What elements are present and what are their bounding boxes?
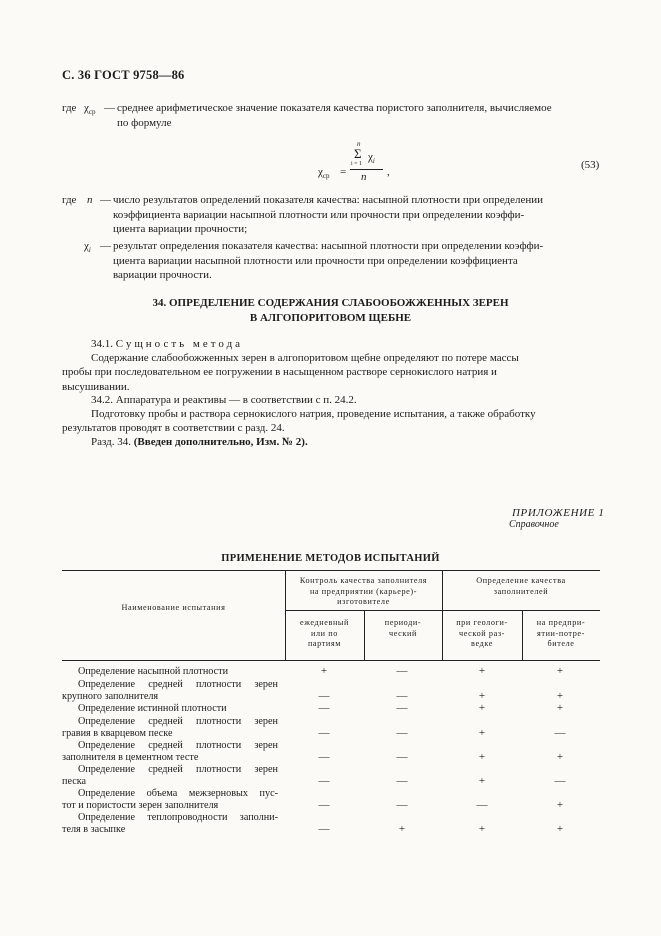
applicability-mark: — [396, 702, 408, 714]
chi-sr-definition: среднее арифметическое значение показателя качества пористого заполнителя, вычисляемое по формуле [117, 102, 552, 129]
applicability-mark: + [478, 775, 486, 787]
formula-number: (53) [581, 159, 600, 171]
applicability-mark: + [478, 690, 486, 702]
para-34-2: 34.2. Аппаратура и реактивы — в соответствии с п. 24.2. [91, 394, 357, 406]
n-definition: число результатов определений показателя качества: насыпной плотности при определении коэффициента вариации насыпной плотности или прочности при определении коэффи- циента вариации прочности; [113, 194, 544, 235]
applicability-mark: — [318, 775, 330, 787]
para-preparation-first: Подготовку пробы и раствора сернокислого натрия, проведение испытания, а также обработку [91, 408, 536, 420]
applicability-mark: — [396, 727, 408, 739]
test-name-continued: заполнителя в цементном тесте [62, 752, 199, 763]
para-preparation-rest: результатов проводят в соответствии с разд. 24. [62, 422, 285, 434]
amendment-note: Разд. 34. (Введен дополнительно, Изм. № 2). [91, 436, 308, 448]
column-group-control: Контроль качества заполнителя на предприятии (карьере)- изготовителе [299, 576, 428, 606]
test-name-continued: гравия в кварцевом песке [62, 728, 173, 739]
applicability-mark: — [396, 665, 408, 677]
appendix-subtitle: Справочное [509, 519, 559, 530]
test-name-continued: тот и пористости зерен заполнителя [62, 800, 219, 811]
applicability-mark: + [556, 823, 564, 835]
table-rule [62, 660, 600, 661]
test-name-continued: теля в засыпке [62, 824, 126, 835]
applicability-mark: — [318, 799, 330, 811]
table-row [62, 764, 600, 788]
test-name: Определение объема межзерновых пус- [78, 788, 278, 799]
formula-53 [300, 140, 600, 186]
applicability-mark: + [556, 665, 564, 677]
table-rule [285, 610, 600, 611]
applicability-mark: + [556, 751, 564, 763]
methods-table [62, 570, 600, 850]
applicability-mark: — [396, 690, 408, 702]
applicability-mark: — [318, 727, 330, 739]
applicability-mark: — [476, 799, 488, 811]
fraction-bar [350, 169, 383, 170]
sum-sign: Σ [354, 146, 362, 161]
test-name: Определение средней плотности зерен [78, 679, 278, 690]
test-name: Определение средней плотности зерен [78, 740, 278, 751]
appendix-title: ПРИЛОЖЕНИЕ 1 [512, 507, 605, 519]
dash: — [100, 240, 111, 252]
test-name: Определение теплопроводности заполни- [78, 812, 278, 823]
dash: — [104, 102, 115, 114]
applicability-mark: — [554, 727, 566, 739]
applicability-mark: — [318, 690, 330, 702]
table-row [62, 788, 600, 812]
where-label: где [62, 102, 77, 114]
applicability-mark: + [556, 690, 564, 702]
table-title: ПРИМЕНЕНИЕ МЕТОДОВ ИСПЫТАНИЙ [221, 553, 440, 564]
table-rule [62, 570, 600, 571]
column-header-name: Наименование испытания [121, 603, 226, 612]
applicability-mark: — [318, 702, 330, 714]
formula-equals: = [340, 166, 347, 178]
column-header-consumer: на предпри- ятии-потре- бителе [536, 618, 586, 648]
test-name-continued: крупного заполнителя [62, 691, 159, 702]
table-row [62, 666, 600, 678]
applicability-mark: — [318, 823, 330, 835]
column-header-daily: ежедневный или по партиям [299, 618, 350, 648]
sum-term: $\chi_i$ [368, 151, 375, 166]
symbol-n: n [87, 194, 93, 206]
applicability-mark: — [396, 799, 408, 811]
chi-i-definition: результат определения показателя качества: насыпной плотности при определении коэффи- циента вариации насыпной плотности или прочности при определении коэффициента вариации прочности. [113, 240, 544, 281]
table-row [62, 703, 600, 715]
dash: — [100, 194, 111, 206]
sum-upper-limit: n [357, 140, 361, 148]
test-name: Определение истинной плотности [78, 703, 227, 714]
where-label: где [62, 194, 77, 206]
column-header-geological: при геологи- ческой раз- ведке [456, 618, 508, 648]
applicability-mark: — [396, 775, 408, 787]
table-row [62, 740, 600, 764]
table-row [62, 812, 600, 836]
para-34-1: 34.1. Сущность метода [91, 338, 244, 350]
column-header-periodic: периоди- ческий [384, 618, 422, 638]
formula-lhs: $\chi_{ср}$ [318, 166, 330, 181]
applicability-mark: + [478, 727, 486, 739]
applicability-mark: — [396, 751, 408, 763]
applicability-mark: + [478, 665, 486, 677]
para-34-1-text-rest: пробы при последовательном ее погружении в насыщенном растворе сернокислого натрия и высушивании. [62, 366, 497, 393]
applicability-mark: + [478, 702, 486, 714]
para-34-1-text-first: Содержание слабообожженных зерен в алгопоритовом щебне определяют по потере массы [91, 352, 519, 364]
test-name-continued: песка [62, 776, 87, 787]
applicability-mark: + [556, 702, 564, 714]
sum-lower-limit: i = 1 [351, 161, 363, 167]
column-group-determination: Определение качества заполнителей [476, 576, 566, 596]
applicability-mark: + [478, 751, 486, 763]
symbol-chi-i: $\chi_i$ [84, 240, 91, 255]
applicability-mark: — [554, 775, 566, 787]
applicability-mark: + [398, 823, 406, 835]
symbol-chi-sr: $\chi_{ср}$ [84, 102, 96, 117]
formula-comma: , [387, 166, 390, 178]
denominator: n [361, 171, 367, 183]
applicability-mark: — [318, 751, 330, 763]
test-name: Определение насыпной плотности [78, 666, 229, 677]
applicability-mark: + [556, 799, 564, 811]
table-row [62, 679, 600, 703]
table-row [62, 716, 600, 740]
page-header: С. 36 ГОСТ 9758—86 [62, 68, 185, 82]
section-title: 34. ОПРЕДЕЛЕНИЕ СОДЕРЖАНИЯ СЛАБООБОЖЖЕННЫХ ЗЕРЕН В АЛГОПОРИТОВОМ ЩЕБНЕ [152, 297, 509, 324]
test-name: Определение средней плотности зерен [78, 716, 278, 727]
test-name: Определение средней плотности зерен [78, 764, 278, 775]
applicability-mark: + [320, 665, 328, 677]
applicability-mark: + [478, 823, 486, 835]
